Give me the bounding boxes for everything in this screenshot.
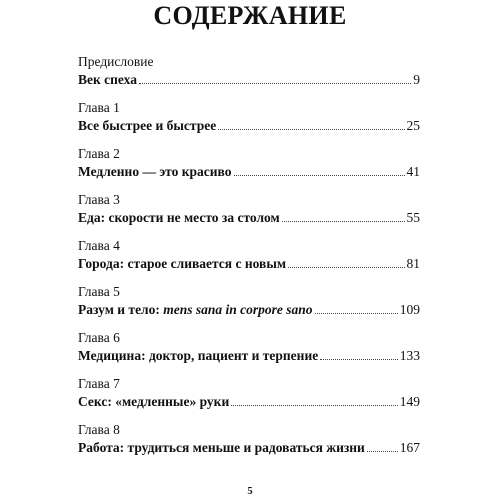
toc-entry-title: Секс: «медленные» руки: [78, 394, 230, 409]
dot-leader: [231, 404, 398, 406]
toc-entry-chapter-4: [78, 238, 420, 284]
dot-leader: [320, 358, 398, 360]
dot-leader: [367, 450, 398, 452]
toc-entry-title: Медицина: доктор, пациент и терпение: [78, 348, 319, 363]
toc-entry-label: Глава 4: [78, 238, 120, 253]
toc-entry-page-number: 81: [406, 256, 420, 271]
toc-entry-title: Век спеха: [78, 72, 137, 87]
toc-entry-line: [78, 208, 420, 225]
toc-entry-chapter-2: [78, 146, 420, 192]
dot-leader: [288, 266, 404, 268]
toc-entry-line: [78, 346, 420, 363]
toc-entry-chapter-8: [78, 422, 420, 468]
toc-entry-line: [78, 392, 420, 409]
dot-leader: [282, 220, 405, 222]
dot-leader: [218, 128, 404, 130]
toc-entry-page-number: 149: [399, 394, 420, 409]
toc-entry-chapter-3: [78, 192, 420, 238]
dot-leader: [315, 312, 398, 314]
latin-phrase: mens sana in corpore sano: [163, 302, 313, 317]
toc-entry-label: Глава 7: [78, 376, 120, 391]
toc-entry-title: Разум и тело: mens sana in corpore sano: [78, 302, 313, 317]
toc-entry-line: [78, 70, 420, 87]
toc-entry-page-number: 9: [413, 72, 420, 87]
toc-entry-label: Глава 3: [78, 192, 120, 207]
toc-entry-preface: [78, 54, 420, 100]
toc-entry-label: Глава 8: [78, 422, 120, 437]
toc-entry-label: Предисловие: [78, 54, 154, 69]
toc-entry-line: [78, 438, 420, 455]
toc-entry-label: Глава 1: [78, 100, 120, 115]
page-title: СОДЕРЖАНИЕ: [153, 1, 347, 30]
toc-entry-page-number: 41: [406, 164, 420, 179]
toc-entry-title: Еда: скорости не место за столом: [78, 210, 280, 225]
toc-entry-chapter-5: [78, 284, 420, 330]
toc-entry-title: Все быстрее и быстрее: [78, 118, 217, 133]
dot-leader: [234, 174, 405, 176]
toc-entry-page-number: 55: [406, 210, 420, 225]
toc-entry-line: [78, 162, 420, 179]
dot-leader: [139, 82, 411, 84]
toc-entry-chapter-6: [78, 330, 420, 376]
toc-entry-label: Глава 5: [78, 284, 120, 299]
toc-entry-chapter-1: [78, 100, 420, 146]
toc-entry-page-number: 133: [399, 348, 420, 363]
toc-entry-page-number: 25: [406, 118, 420, 133]
toc-entry-label: Глава 2: [78, 146, 120, 161]
toc-entry-line: [78, 300, 420, 317]
page-number-footer: 5: [247, 486, 253, 497]
toc-entry-page-number: 167: [399, 440, 420, 455]
toc-entry-title: Медленно — это красиво: [78, 164, 232, 179]
toc-entry-page-number: 109: [399, 302, 420, 317]
toc-entry-title: Города: старое сливается с новым: [78, 256, 287, 271]
toc-entry-line: [78, 254, 420, 271]
toc-entry-label: Глава 6: [78, 330, 120, 345]
toc-entry-line: [78, 116, 420, 133]
table-of-contents: [78, 54, 420, 468]
toc-entry-chapter-7: [78, 376, 420, 422]
toc-entry-title: Работа: трудиться меньше и радоваться жизни: [78, 440, 365, 455]
